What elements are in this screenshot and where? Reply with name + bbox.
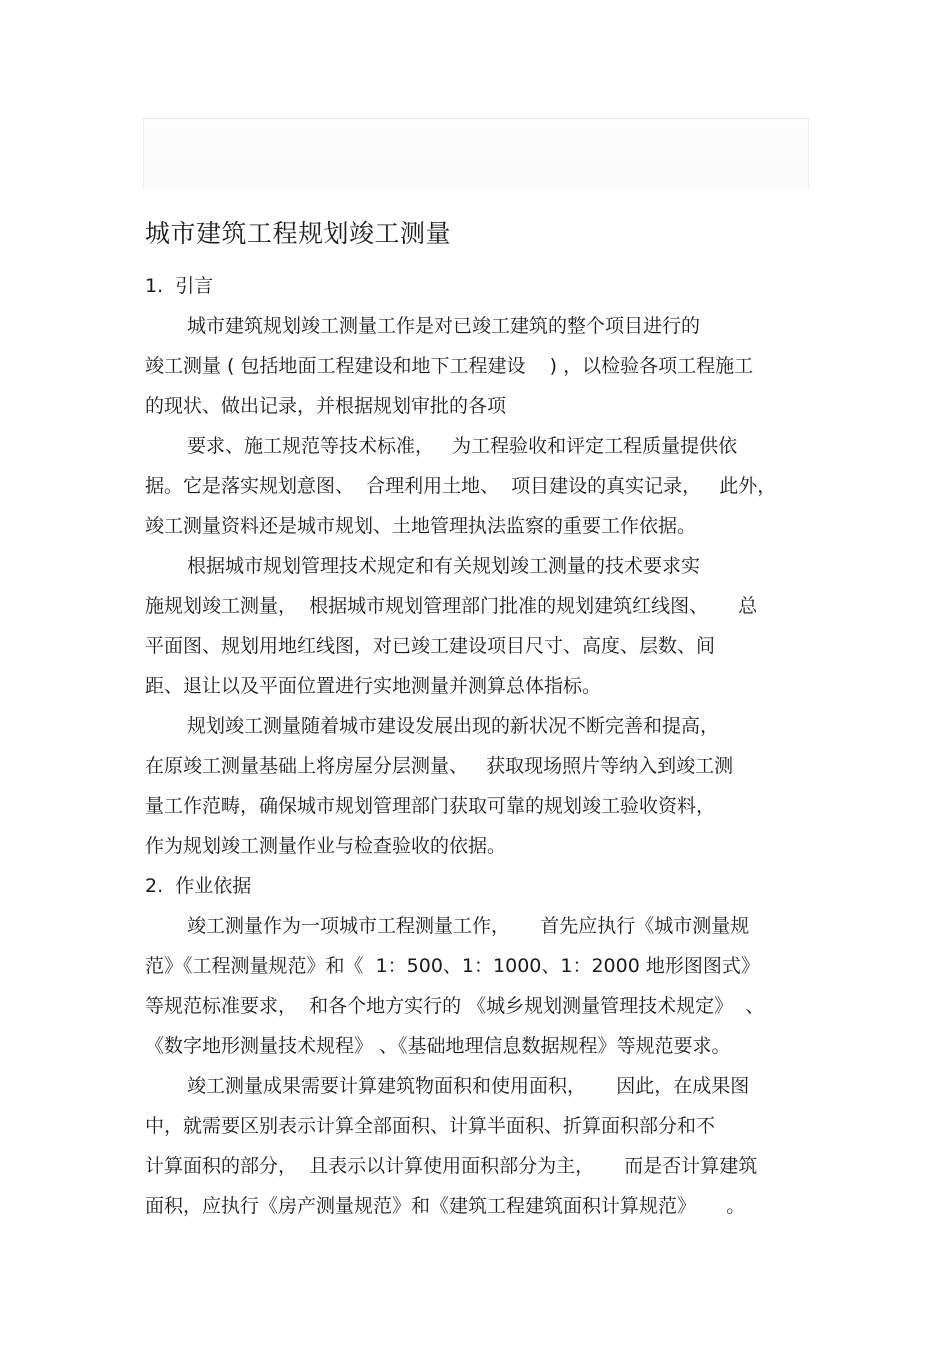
paragraph-line: 城市建筑规划竣工测量工作是对已竣工建筑的整个项目进行的 [187, 315, 701, 337]
paragraph-line: 在原竣工测量基础上将房屋分层测量、 获取现场照片等纳入到竣工测 [145, 755, 734, 777]
paragraph-line: 作为规划竣工测量作业与检查验收的依据。 [145, 835, 507, 857]
paragraph-line: 竣工测量作为一项城市工程测量工作， 首先应执行《城市测量规 [187, 915, 750, 937]
paragraph-line: 竣工测量资料还是城市规划、土地管理执法监察的重要工作依据。 [145, 515, 697, 537]
paragraph-line: 计算面积的部分， 且表示以计算使用面积部分为主， 而是否计算建筑 [145, 1155, 758, 1177]
paragraph-line: 面积，应执行《房产测量规范》和《建筑工程建筑面积计算规范》 。 [145, 1195, 746, 1217]
section-heading-basis: 2. 作业依据 [145, 875, 252, 897]
paragraph-line: 等规范标准要求， 和各个地方实行的 《城乡规划测量管理技术规定》 、 [145, 995, 765, 1017]
paragraph-line: 中，就需要区别表示计算全部面积、计算半面积、折算面积部分和不 [145, 1115, 716, 1137]
paragraph-line: 《数字地形测量技术规程》 、《基础地理信息数据规程》等规范要求。 [145, 1035, 731, 1057]
header-placeholder-box [143, 118, 809, 189]
paragraph-line: 施规划竣工测量， 根据城市规划管理部门批准的规划建筑红线图、 总 [145, 595, 758, 617]
paragraph-line: 根据城市规划管理技术规定和有关规划竣工测量的技术要求实 [187, 555, 701, 577]
document-title: 城市建筑工程规划竣工测量 [145, 219, 452, 248]
paragraph-line: 平面图、规划用地红线图，对已竣工建设项目尺寸、高度、层数、间 [145, 635, 716, 657]
paragraph-line: 的现状、做出记录，并根据规划审批的各项 [145, 395, 507, 417]
paragraph-line: 距、退让以及平面位置进行实地测量并测算总体指标。 [145, 675, 602, 697]
paragraph-line: 范》《工程测量规范》和《 1：500、1：1000、1：2000 地形图图式》 [145, 955, 760, 977]
paragraph-line: 规划竣工测量随着城市建设发展出现的新状况不断完善和提高， [187, 715, 720, 737]
paragraph-line: 要求、施工规范等技术标准， 为工程验收和评定工程质量提供依 [187, 435, 738, 457]
paragraph-line: 量工作范畴，确保城市规划管理部门获取可靠的规划竣工验收资料， [145, 795, 716, 817]
paragraph-line: 竣工测量 ( 包括地面工程建设和地下工程建设 ) ，以检验各项工程施工 [145, 355, 754, 377]
section-heading-intro: 1. 引言 [145, 275, 214, 297]
paragraph-line: 竣工测量成果需要计算建筑物面积和使用面积， 因此，在成果图 [187, 1075, 750, 1097]
paragraph-line: 据。它是落实规划意图、 合理利用土地、 项目建设的真实记录， 此外， [145, 475, 777, 497]
